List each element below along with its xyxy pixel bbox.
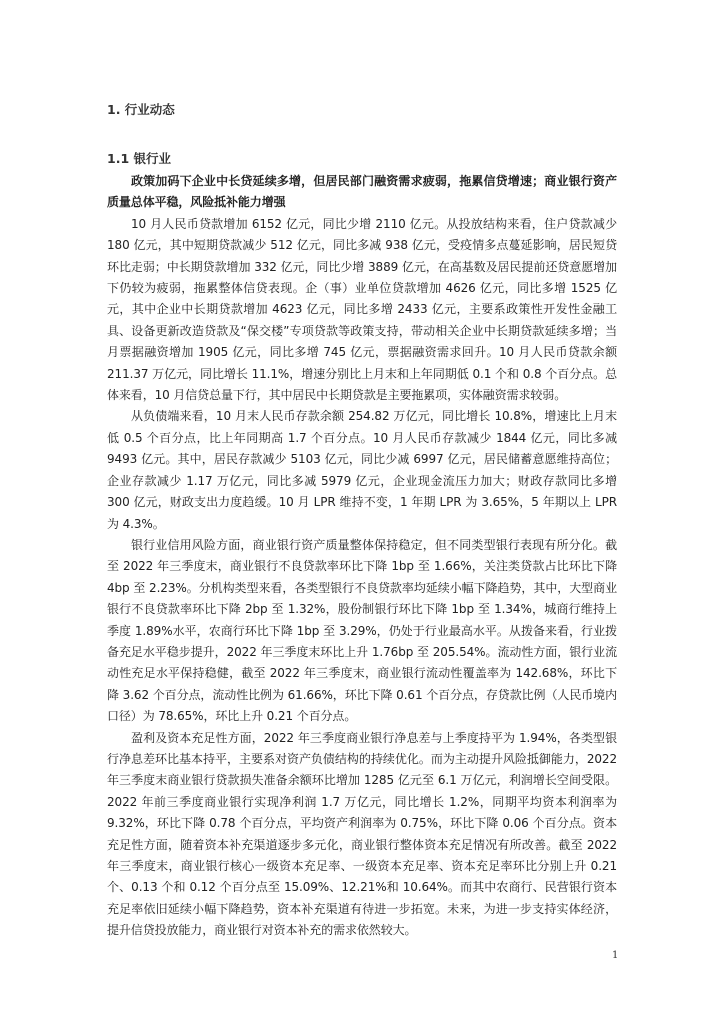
paragraph-deposits: 从负债端来看，10 月末人民币存款余额 254.82 万亿元，同比增长 10.8%，增速比上月末低 0.5 个百分点，比上年同期高 1.7 个百分点。10 月人民币存款减少 1844 亿元，同比多减 9493 亿元。其中，居民存款减少 5103 亿元，同比少减 6997 亿元，居民储蓄意愿维持高位；企业存款减少 1.17 万亿元，同比多减 5979 亿元，企业现金流压力加大；财政存款同比多增 300 亿元，财政支出力度趋缓。10 月 LPR 维持不变，1 年期 LPR 为 3.65%，5 年期以上 LPR 为 4.3%。 (107, 409, 617, 531)
paragraph-credit-risk: 银行业信用风险方面，商业银行资产质量整体保持稳定，但不同类型银行表现有所分化。截至 2022 年三季度末，商业银行不良贷款率环比下降 1bp 至 1.66%，关注类贷款占比环比下降 4bp 至 2.23%。分机构类型来看，各类型银行不良贷款率均延续小幅下降趋势，其中，大型商业银行不良贷款率环比下降 2bp 至 1.32%，股份制银行环比下降 1bp 至 1.34%，城商行维持上季度 1.89%水平，农商行环比下降 1bp 至 3.29%，仍处于行业最高水平。从拨备来看，行业拨备充足水平稳步提升，2022 年三季度末环比上升 1.76bp 至 205.54%。流动性方面，银行业流动性充足水平保持稳健，截至 2022 年三季度末，商业银行流动性覆盖率为 142.68%，环比下降 3.62 个百分点，流动性比例为 61.66%，环比下降 0.61 个百分点，存贷款比例（人民币境内口径）为 78.65%，环比上升 0.21 个百分点。 (107, 537, 617, 724)
page-number: 1 (612, 950, 619, 961)
subsection-heading: 1.1 银行业 (107, 151, 171, 166)
paragraph-loans: 10 月人民币贷款增加 6152 亿元，同比少增 2110 亿元。从投放结构来看，住户贷款减少 180 亿元，其中短期贷款减少 512 亿元，同比多减 938 亿元，受疫情多点蔓延影响，居民短贷环比走弱；中长期贷款增加 332 亿元，同比少增 3889 亿元，在高基数及居民提前还贷意愿增加下仍较为疲弱，拖累整体信贷表现。企（事）业单位贷款增加 4626 亿元，同比多增 1525 亿元，其中企业中长期贷款增加 4623 亿元，同比多增 2433 亿元，主要系政策性开发性金融工具、设备更新改造贷款及“保交楼”专项贷款等政策支持，带动相关企业中长期贷款延续多增；当月票据融资增加 1905 亿元，同比多增 745 亿元，票据融资需求回升。10 月人民币贷款余额 211.37 万亿元，同比增长 11.1%，增速分别比上月末和上年同期低 0.1 个和 0.8 个百分点。总体来看，10 月信贷总量下行，其中居民中长期贷款是主要拖累项，实体融资需求较弱。 (107, 216, 617, 403)
body-text (107, 171, 617, 942)
section-heading: 1. 行业动态 (107, 102, 175, 117)
lead-paragraph: 政策加码下企业中长贷延续多增，但居民部门融资需求疲弱，拖累信贷增速；商业银行资产质量总体平稳，风险抵补能力增强 (107, 174, 617, 210)
paragraph-profitability: 盈利及资本充足性方面，2022 年三季度商业银行净息差与上季度持平为 1.94%，各类型银行净息差环比基本持平，主要系对资产负债结构的持续优化。而为主动提升风险抵御能力，2022 年三季度末商业银行贷款损失准备余额环比增加 1285 亿元至 6.1 万亿元，利润增长空间受限。2022 年前三季度商业银行实现净利润 1.7 万亿元，同比增长 1.2%，同期平均资本利润率为 9.32%，环比下降 0.78 个百分点，平均资产利润率为 0.75%，环比下降 0.06 个百分点。资本充足性方面，随着资本补充渠道逐步多元化，商业银行整体资本充足情况有所改善。截至 2022 年三季度末，商业银行核心一级资本充足率、一级资本充足率、资本充足率环比分别上升 0.21 个、0.13 个和 0.12 个百分点至 15.09%、12.21%和 10.64%。而其中农商行、民营银行资本充足率依旧延续小幅下降趋势，资本补充渠道有待进一步拓宽。未来，为进一步支持实体经济，提升信贷投放能力，商业银行对资本补充的需求依然较大。 (107, 730, 617, 938)
